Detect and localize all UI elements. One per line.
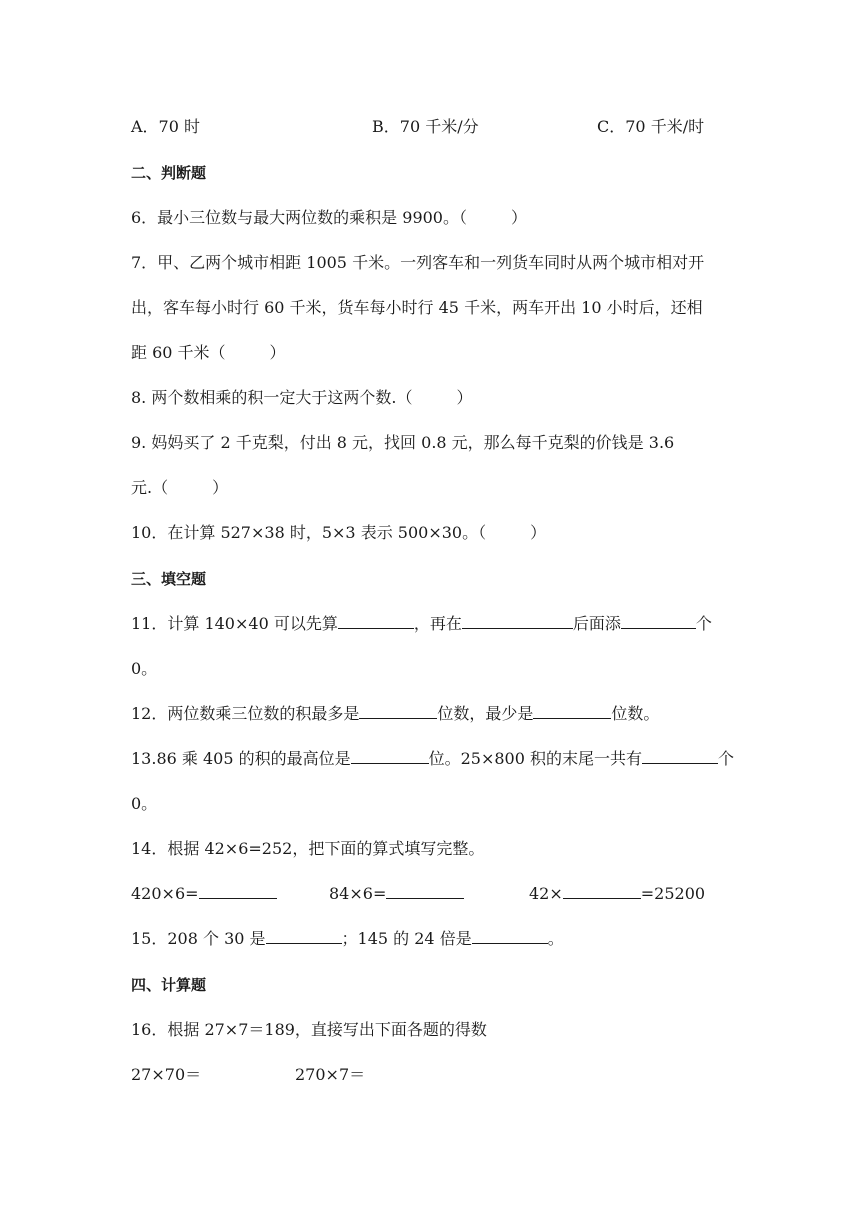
paren-close: ） — [212, 478, 229, 497]
option-a: A．70 时 — [131, 117, 201, 136]
answer-blank[interactable] — [351, 748, 429, 764]
paren-close: ） — [269, 343, 286, 362]
answer-blank[interactable] — [359, 703, 437, 719]
question-14-expr1 — [131, 883, 277, 905]
question-6-text: 6．最小三位数与最大两位数的乘积是 9900。（ — [131, 208, 467, 227]
question-7-line1: 7．甲、乙两个城市相距 1005 千米。一列客车和一列货车同时从两个城市相对开 — [131, 253, 705, 272]
paren-close: ） — [530, 523, 547, 542]
question-15 — [131, 928, 564, 950]
question-7-line2: 出，客车每小时行 60 千米，货车每小时行 45 千米，两车开出 10 小时后，还相 — [131, 298, 703, 317]
expression-text: 42× — [529, 884, 563, 903]
answer-blank[interactable] — [563, 883, 641, 899]
question-14: 14．根据 42×6=252，把下面的算式填写完整。 — [131, 839, 485, 858]
question-15-part1: 15．208 个 30 是 — [131, 929, 266, 948]
question-10-text: 10．在计算 527×38 时，5×3 表示 500×30。（ — [131, 523, 487, 542]
section-calc-heading: 四、计算题 — [131, 976, 207, 994]
question-13-part1: 13.86 乘 405 的积的最高位是 — [131, 749, 351, 768]
question-13-part2: 位。25×800 积的末尾一共有 — [428, 749, 643, 768]
question-11-line1 — [131, 613, 712, 635]
question-12 — [131, 703, 659, 725]
question-11-part4: 个 — [695, 614, 712, 633]
question-8-text: 8. 两个数相乘的积一定大于这两个数.（ — [131, 388, 413, 407]
question-12-part2: 位数，最少是 — [437, 704, 534, 723]
answer-blank[interactable] — [642, 748, 718, 764]
question-11-line2: 0。 — [131, 659, 158, 678]
question-14-expr3 — [529, 883, 705, 905]
question-9-line2 — [131, 477, 228, 499]
question-15-part3: 。 — [547, 929, 564, 948]
question-7-line3 — [131, 342, 286, 364]
question-8 — [131, 387, 472, 409]
question-14-expr2 — [329, 883, 464, 905]
question-10 — [131, 522, 546, 544]
expression-text: 420×6= — [131, 884, 199, 903]
question-16-expr2: 270×7＝ — [295, 1065, 366, 1084]
paren-close: ） — [511, 208, 528, 227]
question-16-expr1: 27×70＝ — [131, 1065, 202, 1084]
paren-close: ） — [456, 388, 473, 407]
answer-blank[interactable] — [462, 613, 573, 629]
section-judge-heading: 二、判断题 — [131, 164, 207, 182]
question-11-part2: ，再在 — [413, 614, 462, 633]
question-12-part1: 12．两位数乘三位数的积最多是 — [131, 704, 360, 723]
question-13-line1 — [131, 748, 734, 770]
answer-blank[interactable] — [472, 928, 548, 944]
section-fill-heading: 三、填空题 — [131, 570, 207, 588]
answer-blank[interactable] — [338, 613, 414, 629]
answer-blank[interactable] — [621, 613, 696, 629]
question-12-part3: 位数。 — [611, 704, 660, 723]
option-c: C．70 千米/时 — [597, 117, 705, 136]
answer-blank[interactable] — [386, 883, 464, 899]
answer-blank[interactable] — [533, 703, 611, 719]
expression-result: =25200 — [640, 884, 706, 903]
question-13-line2: 0。 — [131, 794, 158, 813]
answer-blank[interactable] — [266, 928, 342, 944]
expression-text: 84×6= — [329, 884, 387, 903]
question-7-line3-text: 距 60 千米（ — [131, 343, 226, 362]
question-15-part2: ；145 的 24 倍是 — [341, 929, 472, 948]
option-b: B．70 千米/分 — [372, 117, 479, 136]
question-13-part3: 个 — [718, 749, 735, 768]
question-9-line2-text: 元.（ — [131, 478, 169, 497]
answer-blank[interactable] — [199, 883, 277, 899]
question-11-part3: 后面添 — [572, 614, 621, 633]
question-6 — [131, 207, 527, 229]
question-16: 16．根据 27×7＝189，直接写出下面各题的得数 — [131, 1020, 487, 1039]
question-11-part1: 11．计算 140×40 可以先算 — [131, 614, 338, 633]
question-9-line1: 9. 妈妈买了 2 千克梨，付出 8 元，找回 0.8 元，那么每千克梨的价钱是 3.6 — [131, 433, 675, 452]
